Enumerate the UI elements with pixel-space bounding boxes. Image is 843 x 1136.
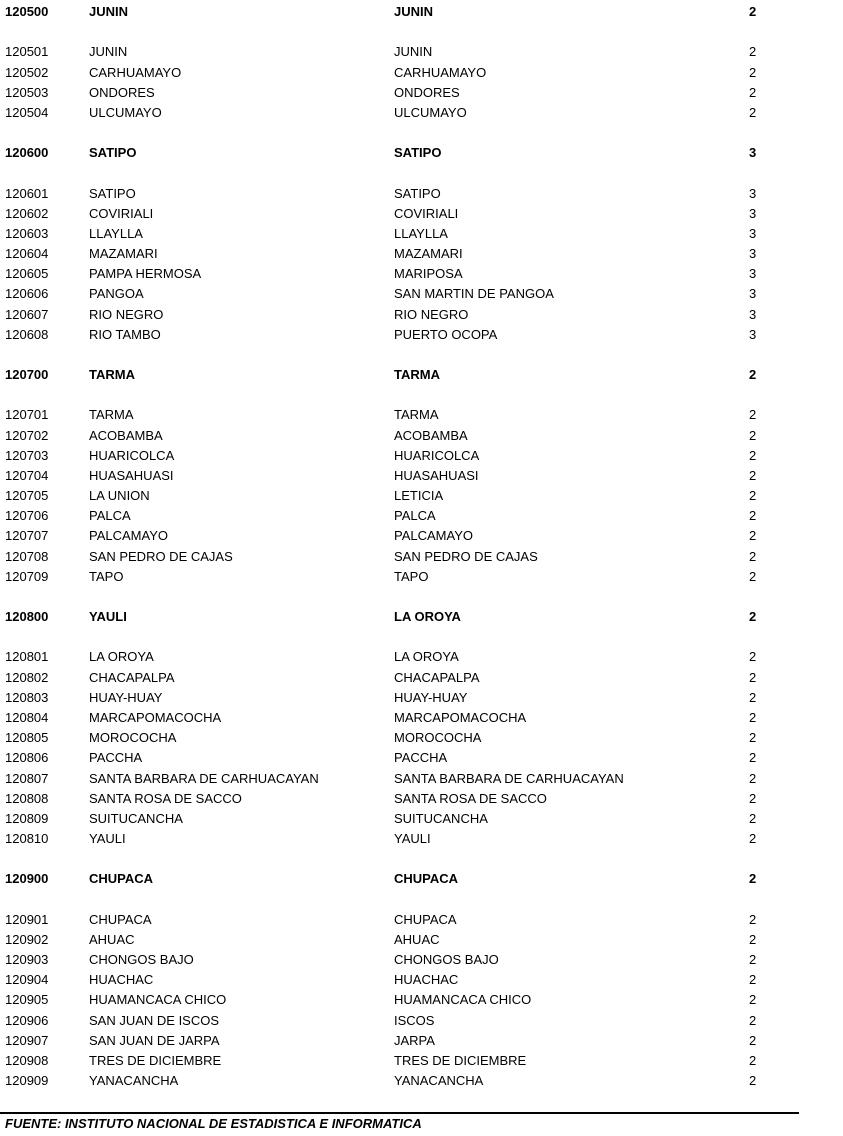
region-code: 2 xyxy=(749,931,757,947)
ubigeo-code: 120906 xyxy=(5,1012,49,1028)
district-name: ONDORES xyxy=(89,84,155,100)
district-name: TARMA xyxy=(89,407,134,423)
capital-name: YAULI xyxy=(394,831,431,846)
district-name: LA UNION xyxy=(89,488,150,504)
district-name: SANTA BARBARA DE CARHUACAYAN xyxy=(89,770,319,786)
region-code: 2 xyxy=(749,952,757,967)
district-row xyxy=(0,910,843,930)
ubigeo-code: 120704 xyxy=(5,467,49,483)
district-name: SAN PEDRO DE CAJAS xyxy=(89,548,233,564)
ubigeo-code: 120908 xyxy=(5,1052,49,1068)
capital-name: LLAYLLA xyxy=(394,225,448,241)
region-code: 2 xyxy=(749,548,757,564)
ubigeo-code: 120608 xyxy=(5,326,49,342)
region-code: 2 xyxy=(749,730,757,746)
region-code: 2 xyxy=(749,609,757,625)
region-code: 2 xyxy=(749,770,757,786)
ubigeo-code: 120902 xyxy=(5,931,49,947)
district-name: SAN JUAN DE JARPA xyxy=(89,1032,220,1048)
province-header-row xyxy=(0,143,843,163)
ubigeo-code: 120903 xyxy=(5,952,49,967)
capital-name: COVIRIALI xyxy=(394,205,459,221)
region-code: 2 xyxy=(749,649,757,665)
capital-name: CHUPACA xyxy=(394,871,459,887)
district-row xyxy=(0,1011,843,1031)
district-name: SATIPO xyxy=(89,145,137,161)
ubigeo-code: 120504 xyxy=(5,104,49,120)
ubigeo-code: 120707 xyxy=(5,528,49,544)
ubigeo-code: 120800 xyxy=(5,609,49,625)
ubigeo-code: 120904 xyxy=(5,972,49,988)
district-row xyxy=(0,426,843,446)
region-code: 3 xyxy=(749,225,757,241)
region-code: 2 xyxy=(749,44,757,60)
capital-name: CHUPACA xyxy=(394,911,457,927)
capital-name: MARIPOSA xyxy=(394,266,463,282)
region-code: 2 xyxy=(749,407,757,423)
district-row xyxy=(0,1031,843,1051)
district-name: HUARICOLCA xyxy=(89,447,175,463)
capital-name: SAN PEDRO DE CAJAS xyxy=(394,548,538,564)
district-row xyxy=(0,990,843,1010)
region-code: 2 xyxy=(749,911,757,927)
region-code: 2 xyxy=(749,427,757,443)
region-code: 2 xyxy=(749,750,757,766)
district-name: YAULI xyxy=(89,609,127,625)
ubigeo-code: 120501 xyxy=(5,44,49,60)
district-row xyxy=(0,567,843,587)
region-code: 2 xyxy=(749,84,757,100)
district-name: YANACANCHA xyxy=(89,1073,179,1088)
ubigeo-code: 120905 xyxy=(5,992,49,1008)
capital-name: LA OROYA xyxy=(394,609,461,625)
capital-name: JARPA xyxy=(394,1032,435,1048)
district-row xyxy=(0,325,843,345)
region-code: 2 xyxy=(749,4,757,19)
district-name: YAULI xyxy=(89,831,126,846)
footer-divider xyxy=(0,1112,799,1114)
capital-name: SATIPO xyxy=(394,185,441,201)
ubigeo-code: 120802 xyxy=(5,669,49,685)
district-name: PALCAMAYO xyxy=(89,528,168,544)
district-name: PAMPA HERMOSA xyxy=(89,266,202,282)
district-name: SATIPO xyxy=(89,185,136,201)
district-name: ACOBAMBA xyxy=(89,427,163,443)
ubigeo-code: 120810 xyxy=(5,831,49,846)
district-name: SAN JUAN DE ISCOS xyxy=(89,1012,220,1028)
district-name: MOROCOCHA xyxy=(89,730,177,746)
district-name: MARCAPOMACOCHA xyxy=(89,710,222,725)
region-code: 2 xyxy=(749,689,757,705)
region-code: 3 xyxy=(749,286,757,302)
capital-name: PALCAMAYO xyxy=(394,528,473,544)
capital-name: ULCUMAYO xyxy=(394,104,467,120)
capital-name: TARMA xyxy=(394,407,439,423)
district-name: PALCA xyxy=(89,508,131,524)
region-code: 2 xyxy=(749,669,757,685)
district-name: TAPO xyxy=(89,568,124,584)
district-row xyxy=(0,42,843,62)
province-header-row xyxy=(0,365,843,385)
capital-name: SANTA BARBARA DE CARHUACAYAN xyxy=(394,770,624,786)
ubigeo-code: 120808 xyxy=(5,790,49,806)
region-code: 2 xyxy=(749,467,757,483)
district-row xyxy=(0,405,843,425)
province-header-row xyxy=(0,869,843,889)
capital-name: HUARICOLCA xyxy=(394,447,480,463)
region-code: 2 xyxy=(749,104,757,120)
region-code: 3 xyxy=(749,306,757,322)
district-row xyxy=(0,829,843,849)
district-name: MAZAMARI xyxy=(89,246,158,261)
ubigeo-code: 120607 xyxy=(5,306,49,322)
capital-name: MAZAMARI xyxy=(394,246,463,261)
region-code: 2 xyxy=(749,64,757,80)
region-code: 2 xyxy=(749,1052,757,1068)
district-name: TARMA xyxy=(89,367,135,383)
region-code: 3 xyxy=(749,246,757,261)
district-row xyxy=(0,63,843,83)
ubigeo-code: 120706 xyxy=(5,508,49,524)
district-row xyxy=(0,789,843,809)
capital-name: SATIPO xyxy=(394,145,442,161)
district-name: HUAY-HUAY xyxy=(89,689,163,705)
region-code: 2 xyxy=(749,992,757,1008)
ubigeo-code: 120701 xyxy=(5,407,49,423)
district-row xyxy=(0,244,843,264)
district-row xyxy=(0,1051,843,1071)
ubigeo-code: 120805 xyxy=(5,730,49,746)
district-name: CHUPACA xyxy=(89,871,154,887)
district-name: JUNIN xyxy=(89,4,129,19)
district-row xyxy=(0,930,843,950)
district-row xyxy=(0,688,843,708)
district-name: HUACHAC xyxy=(89,972,154,988)
district-name: CARHUAMAYO xyxy=(89,64,182,80)
district-row xyxy=(0,224,843,244)
ubigeo-code: 120602 xyxy=(5,205,49,221)
region-code: 3 xyxy=(749,326,757,342)
province-header-row xyxy=(0,2,843,22)
region-code: 2 xyxy=(749,1032,757,1048)
region-code: 3 xyxy=(749,145,757,161)
capital-name: SANTA ROSA DE SACCO xyxy=(394,790,547,806)
ubigeo-code: 120500 xyxy=(5,4,49,19)
region-code: 2 xyxy=(749,871,757,887)
district-row xyxy=(0,305,843,325)
ubigeo-code: 120503 xyxy=(5,84,49,100)
district-row xyxy=(0,83,843,103)
district-name: COVIRIALI xyxy=(89,205,154,221)
capital-name: SUITUCANCHA xyxy=(394,810,488,826)
region-code: 2 xyxy=(749,1012,757,1028)
ubigeo-code: 120600 xyxy=(5,145,49,161)
capital-name: AHUAC xyxy=(394,931,440,947)
ubigeo-code: 120601 xyxy=(5,185,49,201)
district-row xyxy=(0,466,843,486)
capital-name: LETICIA xyxy=(394,488,444,504)
capital-name: JUNIN xyxy=(394,44,433,60)
capital-name: HUACHAC xyxy=(394,972,459,988)
district-name: TRES DE DICIEMBRE xyxy=(89,1052,222,1068)
district-row xyxy=(0,526,843,546)
region-code: 2 xyxy=(749,568,757,584)
ubigeo-code: 120900 xyxy=(5,871,49,887)
ubigeo-code: 120700 xyxy=(5,367,49,383)
district-row xyxy=(0,547,843,567)
capital-name: ACOBAMBA xyxy=(394,427,468,443)
district-row xyxy=(0,204,843,224)
capital-name: MARCAPOMACOCHA xyxy=(394,710,527,725)
district-row xyxy=(0,506,843,526)
capital-name: TARMA xyxy=(394,367,440,383)
region-code: 2 xyxy=(749,810,757,826)
district-name: JUNIN xyxy=(89,44,128,60)
district-row xyxy=(0,970,843,990)
ubigeo-code: 120901 xyxy=(5,911,49,927)
ubigeo-code: 120806 xyxy=(5,750,49,766)
district-row xyxy=(0,103,843,123)
region-code: 2 xyxy=(749,447,757,463)
capital-name: ONDORES xyxy=(394,84,460,100)
capital-name: TAPO xyxy=(394,568,429,584)
capital-name: YANACANCHA xyxy=(394,1073,484,1088)
district-row xyxy=(0,184,843,204)
ubigeo-code: 120705 xyxy=(5,488,49,504)
ubigeo-code: 120907 xyxy=(5,1032,49,1048)
ubigeo-code: 120803 xyxy=(5,689,49,705)
district-row xyxy=(0,446,843,466)
region-code: 3 xyxy=(749,205,757,221)
district-name: CHUPACA xyxy=(89,911,152,927)
capital-name: CARHUAMAYO xyxy=(394,64,487,80)
ubigeo-code: 120703 xyxy=(5,447,49,463)
district-row xyxy=(0,486,843,506)
district-name: ULCUMAYO xyxy=(89,104,162,120)
district-row xyxy=(0,1071,843,1091)
region-code: 2 xyxy=(749,488,757,504)
district-name: RIO NEGRO xyxy=(89,306,164,322)
capital-name: MOROCOCHA xyxy=(394,730,482,746)
district-name: SUITUCANCHA xyxy=(89,810,183,826)
capital-name: TRES DE DICIEMBRE xyxy=(394,1052,527,1068)
region-code: 2 xyxy=(749,831,757,846)
region-code: 3 xyxy=(749,266,757,282)
capital-name: ISCOS xyxy=(394,1012,435,1028)
ubigeo-code: 120708 xyxy=(5,548,49,564)
district-row xyxy=(0,668,843,688)
region-code: 2 xyxy=(749,528,757,544)
district-name: AHUAC xyxy=(89,931,135,947)
ubigeo-code: 120702 xyxy=(5,427,49,443)
capital-name: PUERTO OCOPA xyxy=(394,326,498,342)
capital-name: JUNIN xyxy=(394,4,434,19)
capital-name: PACCHA xyxy=(394,750,448,766)
ubigeo-code: 120804 xyxy=(5,710,49,725)
district-name: PANGOA xyxy=(89,286,144,302)
district-name: HUASAHUASI xyxy=(89,467,174,483)
ubigeo-code: 120709 xyxy=(5,568,49,584)
ubigeo-code: 120807 xyxy=(5,770,49,786)
ubigeo-code: 120604 xyxy=(5,246,49,261)
district-name: LA OROYA xyxy=(89,649,154,665)
capital-name: CHACAPALPA xyxy=(394,669,480,685)
region-code: 2 xyxy=(749,710,757,725)
capital-name: PALCA xyxy=(394,508,436,524)
district-name: CHONGOS BAJO xyxy=(89,952,194,967)
district-name: LLAYLLA xyxy=(89,225,143,241)
district-name: RIO TAMBO xyxy=(89,326,161,342)
footer-source: FUENTE: INSTITUTO NACIONAL DE ESTADISTICA E INFORMATICA xyxy=(5,1116,422,1131)
district-name: CHACAPALPA xyxy=(89,669,175,685)
region-code: 2 xyxy=(749,1073,757,1088)
district-row xyxy=(0,264,843,284)
capital-name: HUAY-HUAY xyxy=(394,689,468,705)
ubigeo-code: 120502 xyxy=(5,64,49,80)
capital-name: SAN MARTIN DE PANGOA xyxy=(394,286,554,302)
capital-name: LA OROYA xyxy=(394,649,459,665)
district-name: HUAMANCACA CHICO xyxy=(89,992,227,1008)
district-name: SANTA ROSA DE SACCO xyxy=(89,790,242,806)
ubigeo-code: 120801 xyxy=(5,649,49,665)
capital-name: HUASAHUASI xyxy=(394,467,479,483)
capital-name: CHONGOS BAJO xyxy=(394,952,499,967)
capital-name: HUAMANCACA CHICO xyxy=(394,992,532,1008)
district-row xyxy=(0,708,843,728)
ubigeo-code: 120909 xyxy=(5,1073,49,1088)
region-code: 3 xyxy=(749,185,757,201)
ubigeo-code: 120605 xyxy=(5,266,49,282)
district-row xyxy=(0,647,843,667)
ubigeo-code: 120603 xyxy=(5,225,49,241)
district-row xyxy=(0,769,843,789)
capital-name: RIO NEGRO xyxy=(394,306,469,322)
region-code: 2 xyxy=(749,367,757,383)
ubigeo-code: 120606 xyxy=(5,286,49,302)
province-header-row xyxy=(0,607,843,627)
district-row xyxy=(0,950,843,970)
ubigeo-code: 120809 xyxy=(5,810,49,826)
district-name: PACCHA xyxy=(89,750,143,766)
district-row xyxy=(0,809,843,829)
region-code: 2 xyxy=(749,972,757,988)
region-code: 2 xyxy=(749,508,757,524)
district-row xyxy=(0,748,843,768)
region-code: 2 xyxy=(749,790,757,806)
district-row xyxy=(0,284,843,304)
district-row xyxy=(0,728,843,748)
